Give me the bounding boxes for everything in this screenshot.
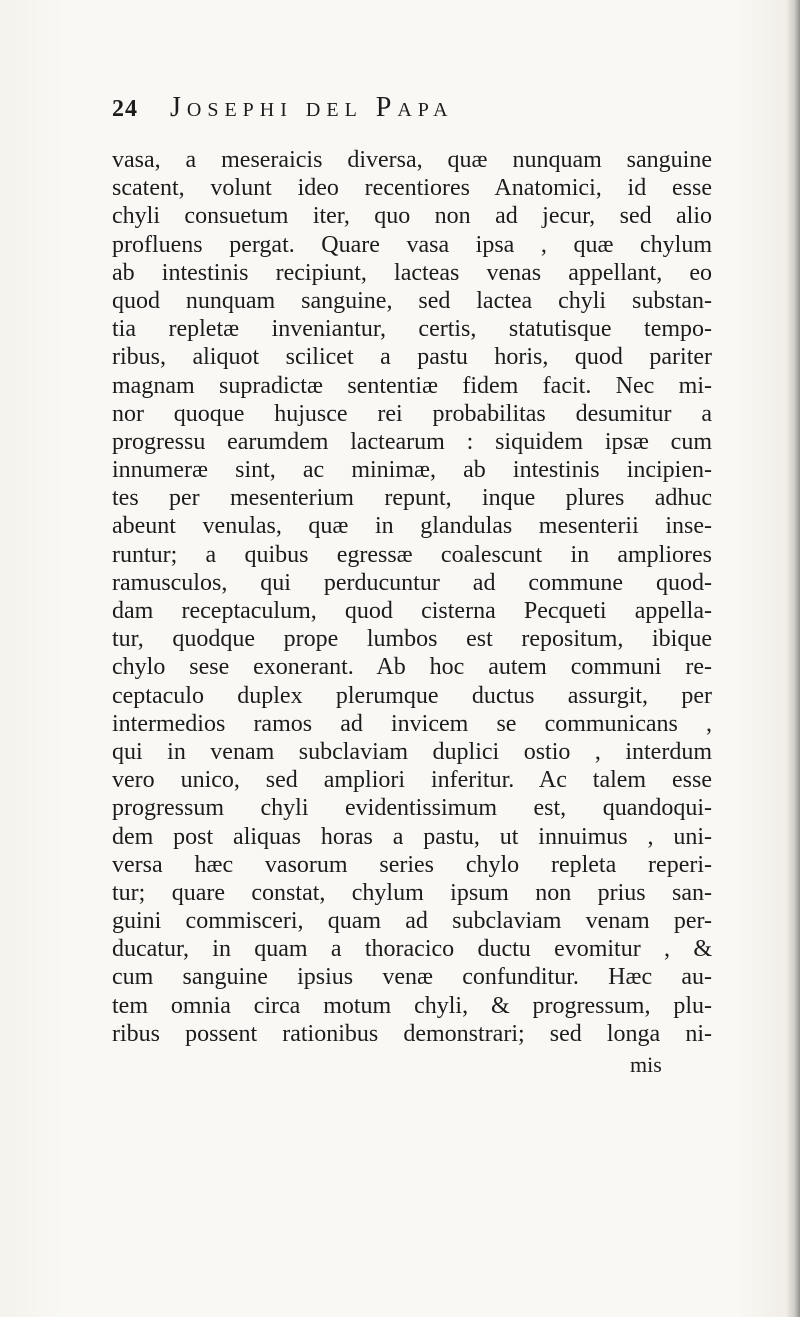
text-line: progressu earumdem lactearum : siquidem ipsæ cum xyxy=(112,428,712,455)
text-line: versa hæc vasorum series chylo repleta reperi- xyxy=(112,851,712,878)
text-line: dam receptaculum, quod cisterna Pecqueti appella- xyxy=(112,598,712,624)
text-line: intermedios ramos ad invicem se communicans , xyxy=(112,710,712,737)
text-line: ab intestinis recipiunt, lacteas venas appellant, eo xyxy=(112,259,712,286)
text-line: ribus possent rationibus demonstrari; sed longa ni- xyxy=(112,1020,712,1047)
text-line: tur, quodque prope lumbos est repositum, ibique xyxy=(112,626,712,653)
text-line: qui in venam subclaviam duplici ostio , interdum xyxy=(112,738,712,765)
text-line: ceptaculo duplex plerumque ductus assurgit, per xyxy=(112,682,712,709)
text-line: tia repletæ inveniantur, certis, statutisque tempo- xyxy=(112,316,712,343)
text-line: dem post aliquas horas a pastu, ut innuimus , uni- xyxy=(112,823,712,850)
running-head: Josephi del Papa xyxy=(170,92,454,123)
text-line: profluens pergat. Quare vasa ipsa , quæ chylum xyxy=(112,231,712,258)
text-line: nor quoque hujusce rei probabilitas desumitur a xyxy=(112,400,712,427)
text-line: ramusculos, qui perducuntur ad commune quod- xyxy=(112,569,712,596)
body-text xyxy=(112,146,712,1048)
text-line: quod nunquam sanguine, sed lactea chyli substan- xyxy=(112,287,712,314)
text-line: chyli consuetum iter, quo non ad jecur, sed alio xyxy=(112,203,712,230)
text-line: vasa, a meseraicis diversa, quæ nunquam sanguine xyxy=(112,147,712,173)
text-line: runtur; a quibus egressæ coalescunt in ampliores xyxy=(112,541,712,568)
page-header xyxy=(112,92,712,132)
text-line: vero unico, sed ampliori inferitur. Ac talem esse xyxy=(112,767,712,794)
text-line: guini commisceri, quam ad subclaviam venam per- xyxy=(112,908,712,935)
text-line: cum sanguine ipsius venæ confunditur. Hæc au- xyxy=(112,964,712,991)
text-line: progressum chyli evidentissimum est, quandoqui- xyxy=(112,795,712,822)
page-number: 24 xyxy=(112,96,138,122)
text-line: scatent, volunt ideo recentiores Anatomici, id esse xyxy=(112,175,712,202)
page-binding-edge xyxy=(786,0,800,1317)
text-line: innumeræ sint, ac minimæ, ab intestinis incipien- xyxy=(112,457,712,484)
text-line: tur; quare constat, chylum ipsum non prius san- xyxy=(112,879,712,906)
text-line: magnam supradictæ sententiæ fidem facit. Nec mi- xyxy=(112,372,712,399)
text-line: tes per mesenterium repunt, inque plures adhuc xyxy=(112,485,712,512)
text-line: ducatur, in quam a thoracico ductu evomitur , & xyxy=(112,936,712,963)
text-line: chylo sese exonerant. Ab hoc autem communi re- xyxy=(112,654,712,681)
catchword: mis xyxy=(630,1052,662,1077)
text-line: abeunt venulas, quæ in glandulas mesenterii inse- xyxy=(112,513,712,540)
text-line: ribus, aliquot scilicet a pastu horis, quod pariter xyxy=(112,344,712,371)
text-line: tem omnia circa motum chyli, & progressum, plu- xyxy=(112,992,712,1019)
